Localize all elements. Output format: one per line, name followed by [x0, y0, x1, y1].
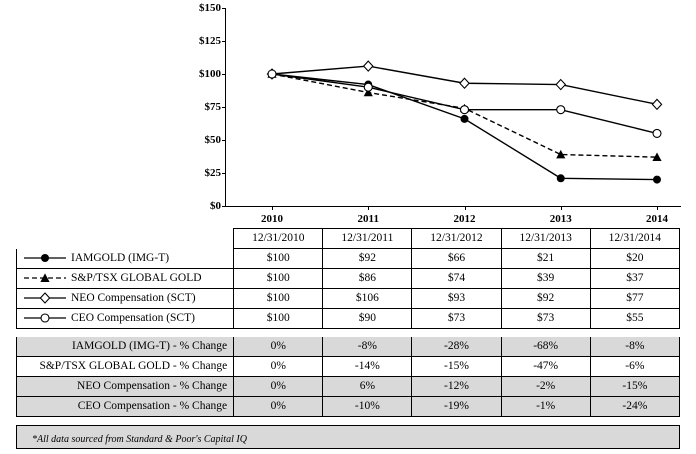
table-cell: 0% — [234, 337, 323, 357]
y-axis-tick-label: $50 — [204, 134, 221, 146]
table-spacer — [17, 417, 680, 426]
chart-data-point — [556, 80, 565, 90]
series-legend-label — [17, 269, 234, 289]
table-cell: 6% — [323, 377, 412, 397]
table-cell: $39 — [501, 269, 590, 289]
series-legend-label — [17, 249, 234, 269]
chart-series-line — [272, 74, 657, 180]
table-cell: -14% — [323, 357, 412, 377]
chart-series — [267, 61, 661, 109]
table-cell: $86 — [323, 269, 412, 289]
table-column-header: 12/31/2010 — [234, 229, 323, 249]
table-cell: -28% — [412, 337, 501, 357]
table-row — [17, 309, 680, 329]
legend-label-text: NEO Compensation (SCT) — [71, 292, 196, 304]
y-axis-tick-label: $125 — [199, 35, 221, 47]
table-row — [17, 269, 680, 289]
performance-data-table — [16, 228, 680, 449]
x-axis-tick-mark — [657, 206, 658, 210]
y-axis-tick-label: $150 — [199, 2, 221, 14]
x-axis-tick-mark — [368, 206, 369, 210]
legend-label-text: IAMGOLD (IMG-T) — [71, 251, 170, 264]
chart-data-point — [653, 176, 661, 184]
table-column-header: 12/31/2012 — [412, 229, 501, 249]
chart-data-point — [364, 83, 372, 91]
table-cell: -6% — [590, 357, 679, 377]
table-cell: -8% — [590, 337, 679, 357]
y-axis-tick-label: $0 — [210, 200, 221, 212]
x-axis-tick-label: 2012 — [453, 213, 476, 225]
chart-data-point — [364, 61, 373, 71]
table-cell: $100 — [234, 309, 323, 329]
chart-data-point — [461, 106, 469, 114]
chart-data-point — [268, 70, 276, 78]
series-legend-label — [17, 289, 234, 309]
y-axis-tick-mark — [222, 41, 226, 42]
x-axis-tick-label: 2014 — [646, 213, 668, 225]
chart-data-point — [461, 115, 469, 123]
series-legend-label — [17, 309, 234, 329]
legend-label-text: S&P/TSX GLOBAL GOLD — [71, 272, 202, 284]
chart-data-point — [460, 78, 469, 88]
table-column-header: 12/31/2013 — [501, 229, 590, 249]
table-cell: $77 — [590, 289, 679, 309]
table-cell: -15% — [590, 377, 679, 397]
legend-label-text: CEO Compensation (SCT) — [71, 312, 195, 324]
chart-data-point — [557, 106, 565, 114]
legend-marker-icon — [23, 273, 67, 283]
table-cell: $73 — [412, 309, 501, 329]
legend-marker-icon — [23, 313, 67, 323]
chart-series-layer — [226, 8, 681, 206]
chart-plot-area — [199, 2, 681, 225]
row-label: IAMGOLD (IMG-T) - % Change — [17, 337, 234, 357]
table-cell: -15% — [412, 357, 501, 377]
table-row — [17, 337, 680, 357]
table-cell: 0% — [234, 397, 323, 417]
legend-marker-icon — [23, 293, 67, 303]
table-spacer — [17, 329, 680, 338]
table-cell: $100 — [234, 289, 323, 309]
x-axis-tick-label: 2011 — [357, 213, 379, 225]
y-axis-tick-label: $75 — [204, 101, 221, 113]
y-axis-tick-mark — [222, 8, 226, 9]
table-cell: $92 — [501, 289, 590, 309]
chart-data-point — [652, 99, 661, 109]
row-label: CEO Compensation - % Change — [17, 397, 234, 417]
table-cell: -8% — [323, 337, 412, 357]
x-axis-tick-mark — [561, 206, 562, 210]
table-cell: -12% — [412, 377, 501, 397]
table-row — [17, 397, 680, 417]
y-axis-tick-mark — [222, 107, 226, 108]
table-header-corner — [17, 229, 234, 249]
table-cell: -19% — [412, 397, 501, 417]
table-cell: -1% — [501, 397, 590, 417]
table-cell: $92 — [323, 249, 412, 269]
table-cell: $20 — [590, 249, 679, 269]
row-label: NEO Compensation - % Change — [17, 377, 234, 397]
table-header-row — [17, 229, 680, 249]
table-cell: -2% — [501, 377, 590, 397]
x-axis-tick-label: 2013 — [549, 213, 572, 225]
table-cell: -10% — [323, 397, 412, 417]
row-label: S&P/TSX GLOBAL GOLD - % Change — [17, 357, 234, 377]
table-column-header: 12/31/2011 — [323, 229, 412, 249]
table-cell: -47% — [501, 357, 590, 377]
x-axis-tick-mark — [465, 206, 466, 210]
table-cell: $21 — [501, 249, 590, 269]
table-cell: $106 — [323, 289, 412, 309]
chart-data-point — [557, 174, 565, 182]
table-cell: -24% — [590, 397, 679, 417]
table-column-header: 12/31/2014 — [590, 229, 679, 249]
y-axis-tick-mark — [222, 74, 226, 75]
table-cell: $90 — [323, 309, 412, 329]
table-row — [17, 289, 680, 309]
table-cell: $37 — [590, 269, 679, 289]
table-cell: $55 — [590, 309, 679, 329]
y-axis-tick-mark — [222, 206, 226, 207]
table-row — [17, 377, 680, 397]
chart-data-point — [653, 129, 661, 137]
table-cell: -68% — [501, 337, 590, 357]
table-cell: $93 — [412, 289, 501, 309]
y-axis-tick-label: $100 — [199, 68, 221, 80]
table-cell: $100 — [234, 269, 323, 289]
footnote: *All data sourced from Standard & Poor's Capital IQ — [32, 434, 247, 445]
x-axis-tick-label: 2010 — [261, 213, 283, 225]
table-cell: 0% — [234, 357, 323, 377]
table-cell: $66 — [412, 249, 501, 269]
y-axis-tick-mark — [222, 140, 226, 141]
table-cell: $100 — [234, 249, 323, 269]
x-axis-tick-mark — [272, 206, 273, 210]
y-axis-tick-label: $25 — [204, 167, 221, 179]
table-cell: $74 — [412, 269, 501, 289]
table-cell: $73 — [501, 309, 590, 329]
legend-marker-icon — [23, 253, 67, 263]
table-row — [17, 357, 680, 377]
table-row — [17, 249, 680, 269]
table-cell: 0% — [234, 377, 323, 397]
y-axis-tick-mark — [222, 173, 226, 174]
